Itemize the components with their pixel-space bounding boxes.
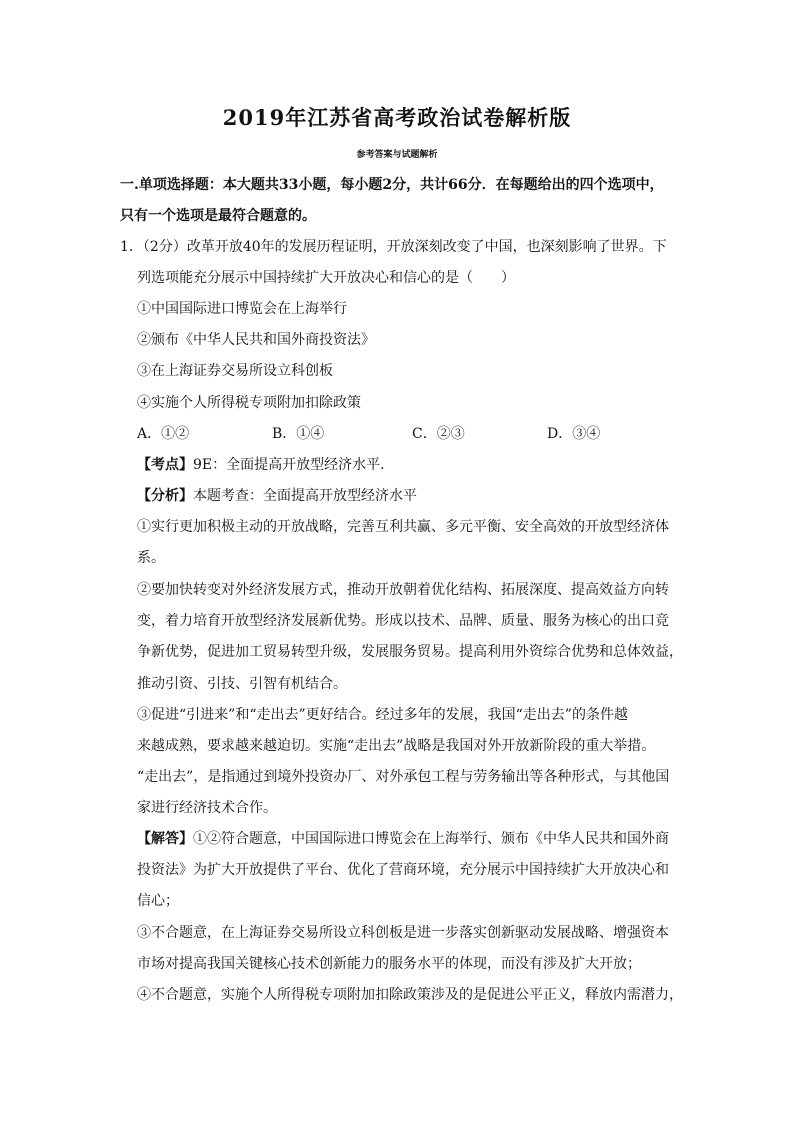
analysis-p2-line-2: 变，着力培育开放型经济发展新优势。形成以技术、品牌、质量、服务为核心的出口竞 xyxy=(137,613,669,629)
question-item-2: ②颁布《中华人民共和国外商投资法》 xyxy=(137,332,375,348)
jieda-item3-line-1: ③不合题意，在上海证券交易所设立科创板是进一步落实创新驱动发展战略、增强资本 xyxy=(137,925,669,941)
fenxi-tag: 【分析】 xyxy=(137,488,193,504)
fenxi-line xyxy=(137,486,417,506)
kaodian-text: 9E：全面提高开放型经济水平． xyxy=(193,457,395,473)
kaodian-tag: 【考点】 xyxy=(137,457,193,473)
analysis-p1-line-2: 系。 xyxy=(137,550,165,566)
question-item-1: ①中国国际进口博览会在上海举行 xyxy=(137,301,347,317)
jieda-tag: 【解答】 xyxy=(137,831,193,847)
question-stem-line-2: 列选项能充分展示中国持续扩大开放决心和信心的是（ ） xyxy=(137,270,515,286)
analysis-p3-line-3: “走出去”，是指通过到境外投资办厂、对外承包工程与劳务输出等各种形式，与其他国 xyxy=(137,769,670,785)
analysis-p2-line-3: 争新优势，促进加工贸易转型升级，发展服务贸易。提高利用外资综合优势和总体效益， xyxy=(137,644,683,660)
analysis-p3-line-4: 家进行经济技术合作。 xyxy=(137,800,277,816)
option-b: B．①④ xyxy=(272,426,325,442)
question-item-4: ④实施个人所得税专项附加扣除政策 xyxy=(137,395,361,411)
analysis-p3-line-2: 来越成熟，要求越来越迫切。实施“走出去”战略是我国对外开放新阶段的重大举措。 xyxy=(137,738,656,754)
answer-options xyxy=(137,424,657,444)
option-a: A．①② xyxy=(137,426,190,442)
document-title: 2019年江苏省高考政治试卷解析版 xyxy=(222,105,572,130)
option-d: D．③④ xyxy=(547,426,601,442)
document-subtitle: 参考答案与试题解析 xyxy=(356,150,438,160)
jieda-line-1 xyxy=(137,829,669,849)
jieda-line-3: 信心； xyxy=(137,893,179,909)
section-heading-line-1: 一.单项选择题：本大题共33小题，每小题2分，共计66分．在每题给出的四个选项中， xyxy=(120,177,664,193)
analysis-p1-line-1: ①实行更加积极主动的开放战略，完善互利共赢、多元平衡、安全高效的开放型经济体 xyxy=(137,519,669,535)
analysis-p2-line-1: ②要加快转变对外经济发展方式，推动开放朝着优化结构、拓展深度、提高效益方向转 xyxy=(137,582,669,598)
jieda-line-2: 投资法》为扩大开放提供了平台、优化了营商环境，充分展示中国持续扩大开放决心和 xyxy=(137,862,669,878)
analysis-p2-line-4: 推动引资、引技、引智有机结合。 xyxy=(137,676,347,692)
kaodian-line xyxy=(137,455,394,475)
analysis-p3-line-1: ③促进“引进来”和“走出去”更好结合。经过多年的发展，我国“走出去”的条件越 xyxy=(137,707,628,723)
fenxi-text: 本题考查：全面提高开放型经济水平 xyxy=(193,488,417,504)
jieda-item4-line-1: ④不合题意，实施个人所得税专项附加扣除政策涉及的是促进公平正义，释放内需潜力， xyxy=(137,987,683,1003)
option-c: C．②③ xyxy=(412,426,465,442)
section-heading-line-2: 只有一个选项是最符合题意的。 xyxy=(120,208,316,224)
jieda-item3-line-2: 市场对提高我国关键核心技术创新能力的服务水平的体现，而没有涉及扩大开放； xyxy=(137,956,641,972)
jieda-text-1: ①②符合题意，中国国际进口博览会在上海举行、颁布《中华人民共和国外商 xyxy=(193,831,669,847)
question-stem-line-1: 1．（2分）改革开放40年的发展历程证明，开放深刻改变了中国，也深刻影响了世界。下 xyxy=(120,239,667,255)
question-item-3: ③在上海证券交易所设立科创板 xyxy=(137,363,333,379)
